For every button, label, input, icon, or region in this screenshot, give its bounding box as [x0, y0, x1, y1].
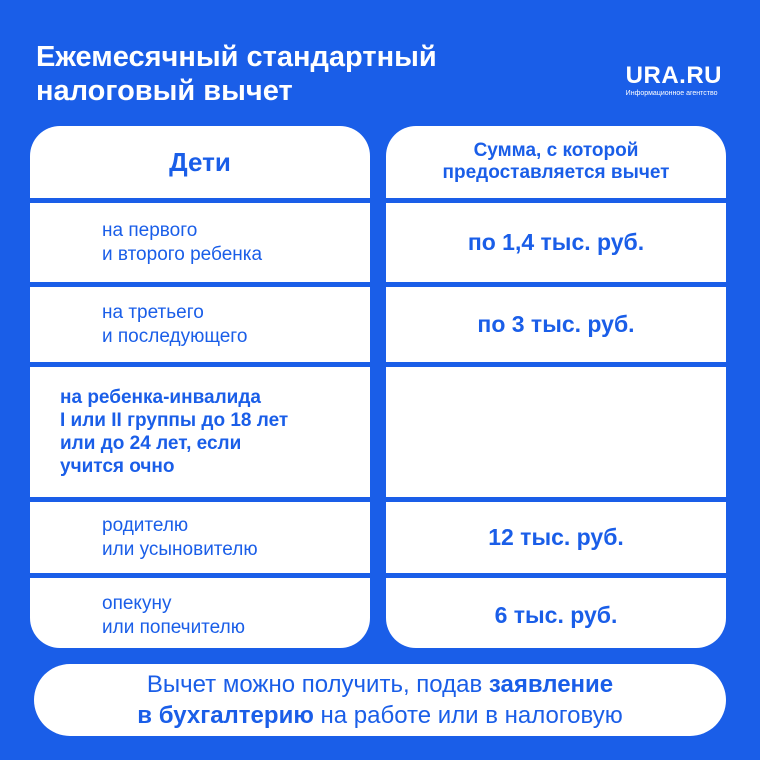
note-line-1	[147, 669, 613, 700]
row-label-line: и последующего	[102, 325, 248, 347]
row-label-line: на ребенка-инвалида	[60, 387, 261, 408]
row-label-line: I или II группы до 18 лет	[60, 410, 289, 431]
logo-name: URA.RU	[625, 62, 722, 89]
row-label-guardian	[30, 578, 370, 648]
row-label-line: опекуну	[102, 592, 172, 614]
amount-first-second: по 1,4 тыс. руб.	[467, 229, 645, 255]
row-label-line: или попечителю	[102, 616, 245, 638]
amount-parent: 12 тыс. руб.	[488, 524, 624, 550]
note-text: Вычет можно получить, подав	[146, 671, 489, 698]
note-bold-text: заявление	[488, 671, 614, 698]
note-line-2	[137, 700, 622, 731]
row-label-line: или усыновителю	[102, 538, 258, 560]
note-bold-text: в бухгалтерию	[137, 702, 314, 729]
row-label-parent	[30, 502, 370, 573]
amount-disabled-child	[386, 367, 726, 497]
row-label-line: и второго ребенка	[102, 243, 263, 265]
row-label-third-plus	[30, 287, 370, 362]
note-text: на работе или в налоговую	[313, 702, 623, 729]
page-title	[36, 40, 437, 108]
row-label-line: учится очно	[60, 456, 175, 477]
row-label-disabled-child	[30, 367, 370, 497]
row-label-line: или до 24 лет, если	[60, 433, 242, 454]
children-column	[30, 126, 370, 648]
row-label-first-second	[30, 203, 370, 282]
title-line-1: Ежемесячный стандартный	[36, 41, 437, 73]
row-label-line: на первого	[102, 219, 198, 241]
amount-header-line: предоставляется вычет	[442, 162, 670, 183]
amount-header-line: Сумма, с которой	[473, 140, 639, 161]
amount-header	[386, 126, 726, 198]
title-line-2: налоговый вычет	[36, 75, 293, 107]
amount-guardian: 6 тыс. руб.	[494, 602, 618, 628]
row-label-line: на третьего	[102, 301, 204, 323]
footer-note	[34, 664, 726, 736]
logo-tagline: Информационное агентство	[625, 90, 718, 97]
children-header: Дети	[169, 146, 231, 177]
row-label-line: родителю	[102, 514, 189, 536]
amount-third-plus: по 3 тыс. руб.	[477, 311, 635, 337]
ura-logo	[626, 64, 722, 98]
amount-column	[386, 126, 726, 648]
